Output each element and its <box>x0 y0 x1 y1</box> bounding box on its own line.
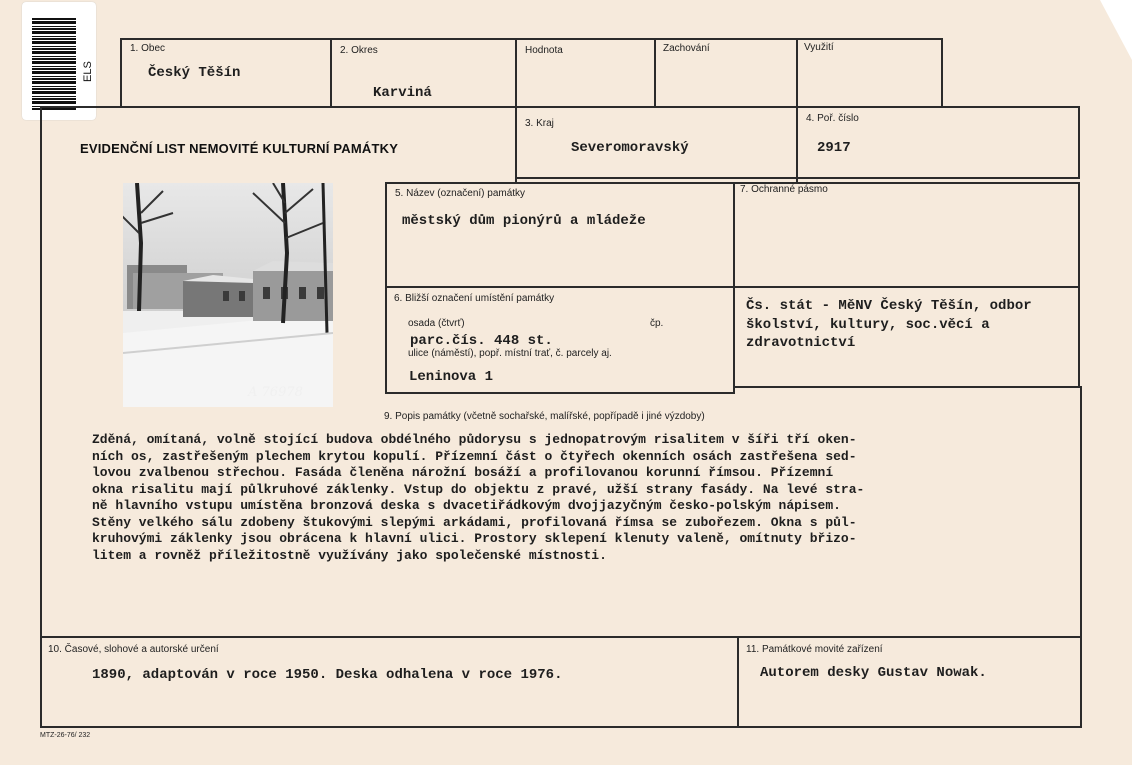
kraj-label: 3. Kraj <box>525 118 554 129</box>
nazev-label: 5. Název (označení) památky <box>395 188 526 199</box>
rule <box>737 636 739 728</box>
cp-label: čp. <box>650 318 664 329</box>
rule <box>40 106 1080 108</box>
okres-value: Karviná <box>373 85 432 101</box>
popis-line: ně hlavního vstupu umístěna bronzová deska s dvacetiřádkovým dvojjazyčným česko-polským nápisem. <box>92 498 841 513</box>
umisteni-label: 6. Bližší označení umístění památky <box>394 293 555 304</box>
popis-text <box>92 432 1082 564</box>
popis-line: Stěny velkého sálu zdobeny štukovými slepými arkádami, profilovaná římsa se zubořezem. Okna s půl- <box>92 514 857 530</box>
photo-image-icon <box>123 183 333 407</box>
rule <box>1078 182 1080 388</box>
barcode-sticker <box>22 2 96 120</box>
obec-value: Český Těšín <box>148 65 241 81</box>
vlastnik-line: Čs. stát - MěNV Český Těšín, odbor <box>746 298 1032 314</box>
ulice-value: Leninova 1 <box>409 369 494 385</box>
rule <box>40 636 1082 638</box>
photo-archive-number: A 76978 <box>248 385 303 400</box>
monument-photo <box>123 183 333 407</box>
okres-label: 2. Okres <box>340 45 378 56</box>
rule <box>40 106 42 728</box>
popis-line: ních os, zastřešeným plechem krytou kopulí. Přízemní část o čtyřech okenních osách zastřešena sed- <box>92 448 857 464</box>
movite-label: 11. Památkové movité zařízení <box>746 644 883 655</box>
ulice-label: ulice (náměstí), popř. místní trať, č. parcely aj. <box>408 348 612 359</box>
nazev-value: městský dům pionýrů a mládeže <box>402 213 646 229</box>
casove-label: 10. Časové, slohové a autorské určení <box>48 644 219 655</box>
popis-line: lovou zvalbenou střechou. Fasáda členěna nárožní bosáží a profilovanou korunní římsou. Přízemní <box>92 465 834 480</box>
rule <box>654 38 656 108</box>
rule <box>385 392 735 394</box>
popis-line: kruhovými záklenky jsou obrácena k hlavní ulici. Prostory sklepení klenuty valeně, omítnuty břizo- <box>92 531 857 546</box>
page-title: EVIDENČNÍ LIST NEMOVITÉ KULTURNÍ PAMÁTKY <box>80 141 399 156</box>
rule <box>941 38 943 108</box>
kraj-value: Severomoravský <box>571 140 689 156</box>
rule <box>120 38 122 108</box>
rule <box>385 182 387 394</box>
popis-line: okna risalitu mají půlkruhové záklenky. Vstup do objektu z pravé, užší strany fasády. Na levé stra- <box>92 481 865 497</box>
popis-line: litem a rovněž příležitostně využívány jako společenské místnosti. <box>92 547 607 563</box>
rule <box>120 38 942 40</box>
rule <box>1078 106 1080 178</box>
rule <box>735 386 1080 388</box>
movite-value: Autorem desky Gustav Nowak. <box>760 665 987 681</box>
rule <box>330 38 332 108</box>
rule <box>515 177 1080 179</box>
ochranne-pasmo-label: 7. Ochranné pásmo <box>740 184 828 195</box>
rule <box>733 182 735 394</box>
popis-label: 9. Popis památky (včetně sochařské, malířské, popřípadě i jiné výzdoby) <box>384 411 705 422</box>
form-code: MTZ-26-76/ 232 <box>40 732 91 739</box>
obec-label: 1. Obec <box>130 43 166 54</box>
popis-line: Zděná, omítaná, volně stojící budova obdélného půdorysu s jednopatrovým risalitem v šíři tří oken- <box>92 432 857 447</box>
casove-value: 1890, adaptován v roce 1950. Deska odhalena v roce 1976. <box>92 667 563 683</box>
vlastnik-line: zdravotnictví <box>746 335 856 351</box>
zachovani-label: Zachování <box>663 43 710 54</box>
rule <box>40 726 1082 728</box>
rule <box>385 286 1080 288</box>
rule <box>515 38 517 182</box>
parcela-value: parc.čís. 448 st. <box>410 333 553 349</box>
por-cislo-label: 4. Poř. číslo <box>806 113 859 124</box>
rule <box>796 38 798 182</box>
vlastnik-line: školství, kultury, soc.věcí a <box>746 317 990 333</box>
hodnota-label: Hodnota <box>525 45 563 56</box>
osada-label: osada (čtvrť) <box>408 318 465 329</box>
barcode-text: ELS <box>82 61 94 82</box>
por-cislo-value: 2917 <box>817 140 851 156</box>
barcode-icon <box>32 18 76 110</box>
vyuziti-label: Využití <box>804 42 834 53</box>
